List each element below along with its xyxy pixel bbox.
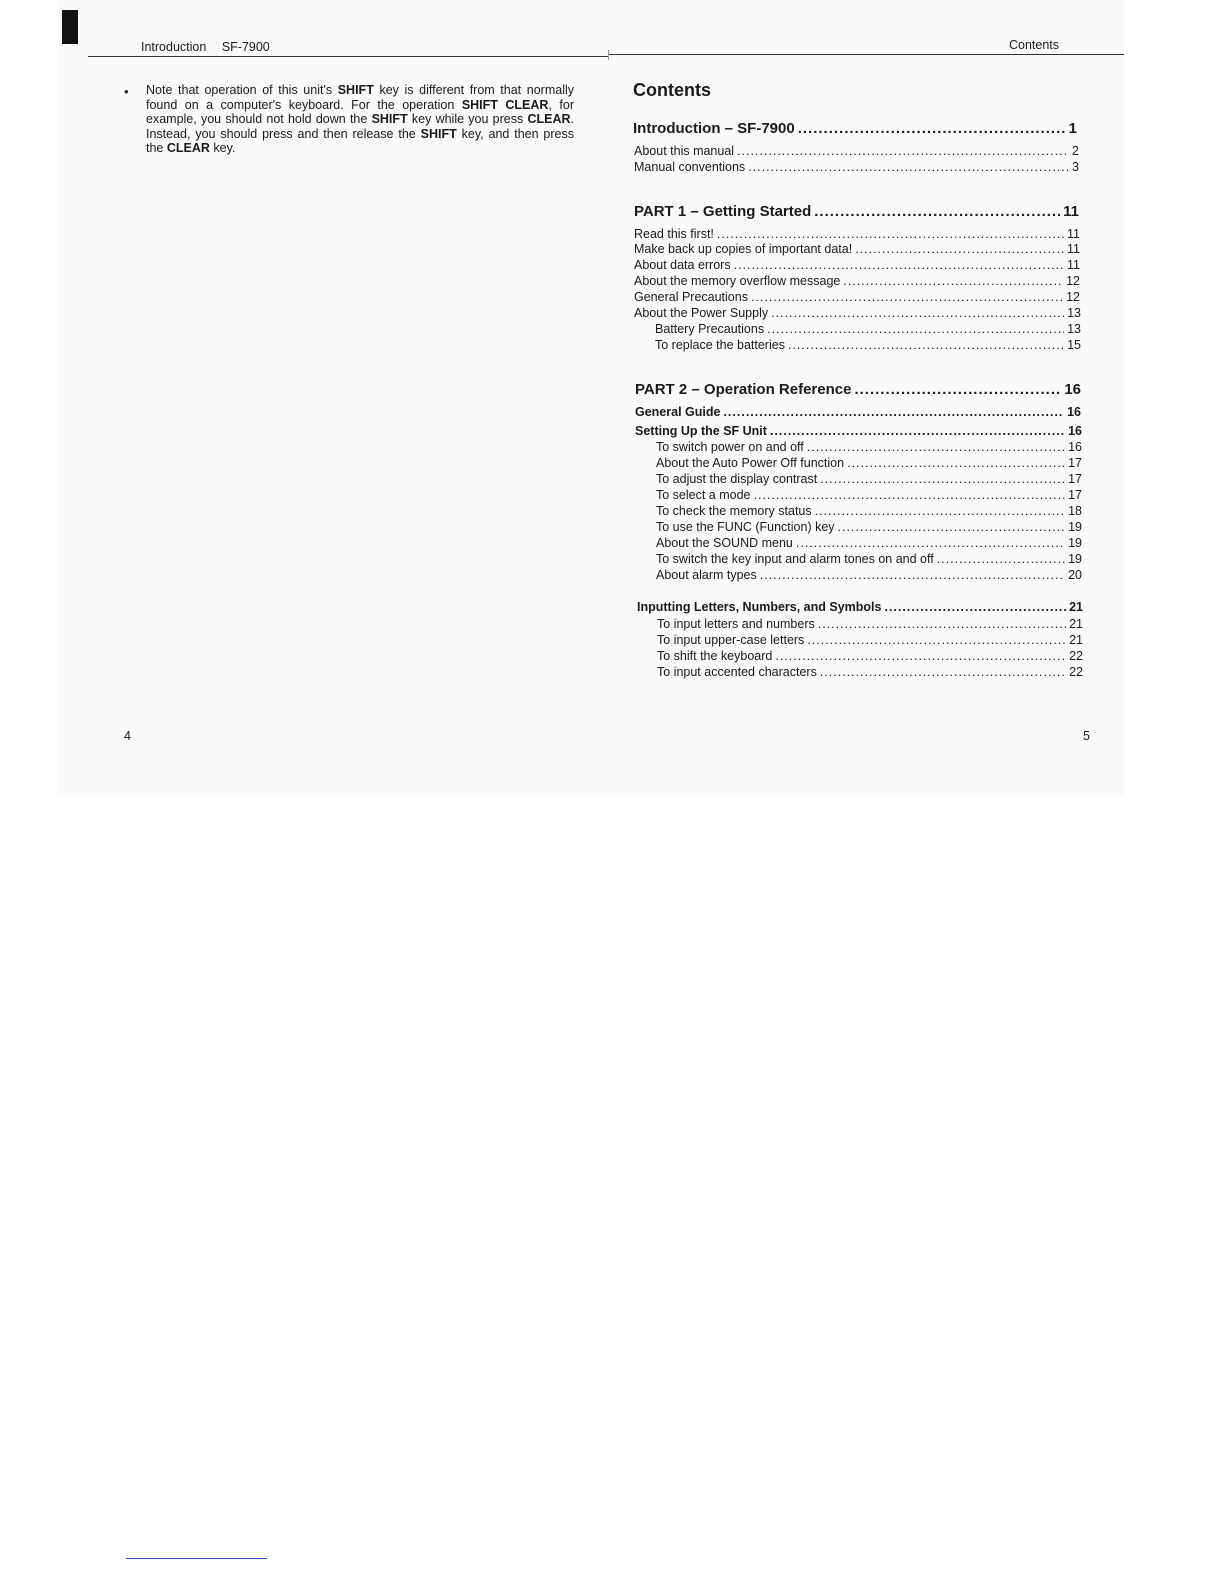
left-header-section: Introduction [141, 40, 207, 54]
toc-entry-page: 16 [1064, 381, 1081, 398]
toc-entry-page: 20 [1068, 568, 1082, 582]
toc-dot-leader [771, 306, 1064, 320]
toc-entry-page: 21 [1069, 617, 1083, 631]
right-page-number: 5 [1083, 729, 1090, 743]
toc-entry-label: About alarm types [656, 568, 757, 582]
toc-entry-label: Make back up copies of important data! [634, 242, 853, 256]
toc-entry-page: 11 [1067, 258, 1080, 272]
toc-entry-label: About the memory overflow message [634, 274, 841, 288]
toc-entry [634, 227, 1080, 241]
toc-entry [656, 552, 1082, 566]
left-header-rule [88, 56, 608, 57]
toc-entry-page: 17 [1068, 488, 1082, 502]
toc-dot-leader [796, 536, 1065, 550]
toc-dot-leader [818, 617, 1066, 631]
toc-dot-leader [820, 665, 1066, 679]
toc-entry-label: To select a mode [656, 488, 751, 502]
toc-dot-leader [884, 600, 1066, 614]
key-name: SHIFT [371, 112, 408, 126]
toc-dot-leader [723, 405, 1064, 419]
key-name: SHIFT CLEAR [461, 97, 549, 112]
toc-entry-page: 15 [1067, 338, 1081, 352]
toc-entry [635, 424, 1082, 438]
toc-dot-leader [775, 649, 1066, 663]
toc-entry-page: 21 [1069, 633, 1083, 647]
toc-entry [657, 633, 1083, 647]
toc-dot-leader [717, 227, 1064, 241]
toc-entry [656, 472, 1082, 486]
toc-entry-label: Manual conventions [634, 160, 746, 174]
toc-entry-page: 17 [1068, 472, 1082, 486]
toc-dot-leader [798, 120, 1066, 137]
left-header-model: SF-7900 [221, 40, 270, 54]
toc-entry [634, 144, 1079, 158]
left-page-header [141, 40, 270, 54]
key-name: CLEAR [527, 112, 571, 126]
note-bullet: • [124, 84, 129, 99]
note-text: key. [209, 141, 236, 155]
toc-entry-label: To input letters and numbers [657, 617, 815, 631]
toc-dot-leader [767, 322, 1064, 336]
toc-dot-leader [751, 290, 1063, 304]
toc-dot-leader [814, 203, 1060, 220]
toc-entry-label: To switch power on and off [656, 440, 804, 454]
toc-entry-label: PART 2 – Operation Reference [635, 381, 852, 398]
toc-entry-page: 12 [1066, 274, 1080, 288]
toc-entry-label: To replace the batteries [655, 338, 785, 352]
toc-dot-leader [788, 338, 1064, 352]
toc-entry-page: 13 [1067, 322, 1081, 336]
toc-dot-leader [838, 520, 1066, 534]
toc-dot-leader [937, 552, 1065, 566]
toc-entry-page: 21 [1069, 600, 1083, 614]
toc-dot-leader [854, 381, 1061, 398]
toc-entry [656, 440, 1082, 454]
toc-entry [655, 338, 1081, 352]
toc-entry-page: 19 [1068, 536, 1082, 550]
toc-entry [637, 600, 1083, 614]
toc-entry-label: About the Auto Power Off function [656, 456, 845, 470]
toc-entry-label: To switch the key input and alarm tones on and off [656, 552, 934, 566]
toc-dot-leader [807, 633, 1066, 647]
toc-entry [635, 381, 1081, 398]
toc-entry-page: 19 [1068, 552, 1082, 566]
toc-entry-label: Battery Precautions [655, 322, 765, 336]
toc-entry-page: 16 [1068, 440, 1082, 454]
note-text: , for example, you should not hold down the [146, 97, 574, 126]
note-text: key is different from that normally found on a computer's keyboard. For the operation [146, 83, 574, 112]
toc-dot-leader [855, 242, 1064, 256]
shift-key-note [146, 83, 574, 156]
toc-entry-page: 18 [1068, 504, 1082, 518]
contents-title: Contents [633, 80, 711, 100]
toc-dot-leader [770, 424, 1065, 438]
toc-entry-page: 17 [1068, 456, 1082, 470]
toc-entry [657, 649, 1083, 663]
note-text: . Instead, you should press and then release the [146, 112, 574, 141]
toc-entry-page: 13 [1067, 306, 1081, 320]
toc-entry-label: To use the FUNC (Function) key [656, 520, 835, 534]
toc-entry-page: 1 [1068, 120, 1077, 137]
toc-entry-label: PART 1 – Getting Started [634, 203, 812, 220]
toc-entry-page: 22 [1069, 649, 1083, 663]
toc-entry [656, 488, 1082, 502]
toc-dot-leader [847, 456, 1065, 470]
toc-entry-label: About this manual [634, 144, 735, 158]
toc-entry [656, 568, 1082, 582]
toc-entry [655, 322, 1081, 336]
toc-entry [656, 520, 1082, 534]
toc-entry [657, 617, 1083, 631]
toc-entry-page: 22 [1069, 665, 1083, 679]
toc-entry-label: Introduction – SF-7900 [633, 120, 795, 137]
toc-entry-label: Inputting Letters, Numbers, and Symbols [637, 600, 882, 614]
toc-dot-leader [820, 472, 1065, 486]
toc-entry-page: 11 [1063, 203, 1079, 220]
note-text: key, and then press the [146, 126, 574, 155]
toc-entry-page: 16 [1068, 424, 1082, 438]
toc-entry [634, 274, 1080, 288]
toc-entry-label: To check the memory status [656, 504, 812, 518]
toc-entry-page: 11 [1067, 242, 1080, 256]
toc-entry-label: To input upper-case letters [657, 633, 805, 647]
toc-entry-page: 19 [1068, 520, 1082, 534]
toc-entry-page: 11 [1067, 227, 1080, 241]
toc-entry [634, 203, 1079, 220]
toc-entry [634, 258, 1080, 272]
toc-dot-leader [754, 488, 1066, 502]
toc-entry-label: About the SOUND menu [656, 536, 793, 550]
note-text: key while you press [407, 112, 528, 126]
toc-entry-label: General Guide [635, 405, 721, 419]
toc-entry [634, 242, 1080, 256]
toc-entry-label: About data errors [634, 258, 731, 272]
right-header-section: Contents [1009, 38, 1060, 52]
gutter-tick [608, 50, 609, 60]
key-name: SHIFT [337, 83, 374, 97]
toc-dot-leader [734, 258, 1064, 272]
toc-dot-leader [737, 144, 1069, 158]
toc-entry-label: General Precautions [634, 290, 748, 304]
toc-entry-label: To shift the keyboard [657, 649, 773, 663]
key-name: SHIFT [420, 126, 457, 141]
toc-entry [634, 290, 1080, 304]
toc-entry-page: 2 [1072, 144, 1079, 158]
toc-entry-page: 3 [1072, 160, 1079, 174]
note-text: Note that operation of this unit's [146, 83, 338, 97]
toc-dot-leader [843, 274, 1063, 288]
toc-entry [656, 504, 1082, 518]
toc-entry [634, 306, 1081, 320]
toc-dot-leader [748, 160, 1069, 174]
edge-marker [62, 10, 78, 44]
toc-entry [635, 405, 1081, 419]
key-name: CLEAR [166, 141, 210, 155]
toc-dot-leader [807, 440, 1065, 454]
toc-dot-leader [815, 504, 1065, 518]
toc-entry-page: 12 [1066, 290, 1080, 304]
toc-entry [656, 456, 1082, 470]
toc-entry-label: Read this first! [634, 227, 714, 241]
toc-dot-leader [760, 568, 1065, 582]
right-header-rule [608, 54, 1124, 55]
toc-entry [633, 120, 1077, 137]
left-page-number: 4 [124, 729, 131, 743]
toc-entry [634, 160, 1079, 174]
toc-entry-label: To adjust the display contrast [656, 472, 818, 486]
toc-entry-label: To input accented characters [657, 665, 817, 679]
bottom-rule [126, 1558, 267, 1559]
toc-entry [657, 665, 1083, 679]
toc-entry [656, 536, 1082, 550]
toc-entry-page: 16 [1067, 405, 1081, 419]
toc-entry-label: About the Power Supply [634, 306, 769, 320]
toc-entry-label: Setting Up the SF Unit [635, 424, 767, 438]
